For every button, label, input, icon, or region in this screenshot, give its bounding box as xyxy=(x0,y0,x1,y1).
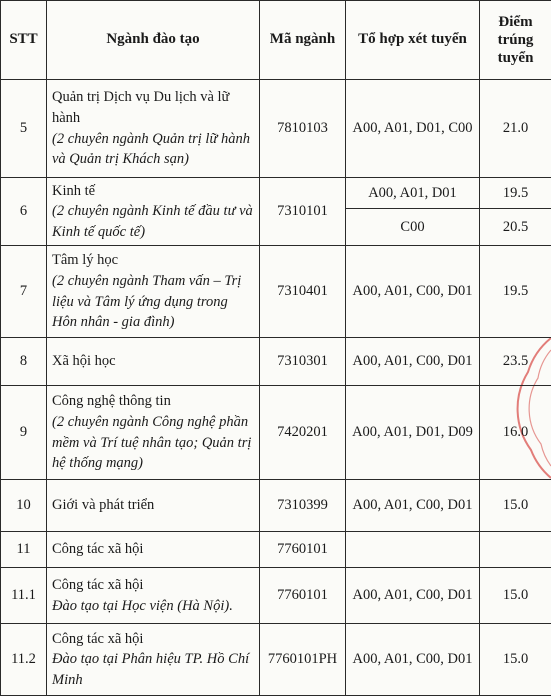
row-code: 7760101PH xyxy=(260,624,346,696)
row-stt: 6 xyxy=(1,178,47,246)
row-score: 15.0 xyxy=(480,480,551,532)
table-row xyxy=(1,80,551,178)
table-row xyxy=(1,178,551,209)
row-stt: 10 xyxy=(1,480,47,532)
row-major xyxy=(47,246,260,338)
row-combo: A00, A01, C00, D01 xyxy=(346,480,480,532)
row-combo: A00, A01, D01 xyxy=(346,178,480,209)
row-score: 23.5 xyxy=(480,338,551,386)
row-major xyxy=(47,624,260,696)
major-note: (2 chuyên ngành Quản trị lữ hành và Quản trị Khách sạn) xyxy=(52,129,255,170)
row-code: 7810103 xyxy=(260,80,346,178)
table-row xyxy=(1,246,551,338)
row-combo: A00, A01, C00, D01 xyxy=(346,338,480,386)
row-combo: A00, A01, C00, D01 xyxy=(346,246,480,338)
major-title: Công tác xã hội xyxy=(52,539,255,560)
major-title: Quản trị Dịch vụ Du lịch và lữ hành xyxy=(52,87,255,128)
header-stt: STT xyxy=(1,1,47,80)
row-code: 7760101 xyxy=(260,532,346,568)
row-code: 7760101 xyxy=(260,568,346,624)
row-code: 7310301 xyxy=(260,338,346,386)
row-major xyxy=(47,80,260,178)
row-major xyxy=(47,480,260,532)
table-row xyxy=(1,624,551,696)
header-major: Ngành đào tạo xyxy=(47,1,260,80)
row-score: 15.0 xyxy=(480,624,551,696)
major-note: Đào tạo tại Phân hiệu TP. Hồ Chí Minh xyxy=(52,649,255,690)
row-score xyxy=(480,532,551,568)
major-title: Công tác xã hội xyxy=(52,629,255,650)
row-stt: 8 xyxy=(1,338,47,386)
header-score xyxy=(480,1,551,80)
header-score-line-2: trúng xyxy=(498,32,534,48)
row-stt: 7 xyxy=(1,246,47,338)
major-title: Xã hội học xyxy=(52,351,255,372)
table-row xyxy=(1,386,551,480)
row-stt: 11 xyxy=(1,532,47,568)
table-row xyxy=(1,532,551,568)
header-combo: Tổ hợp xét tuyển xyxy=(346,1,480,80)
row-code: 7310101 xyxy=(260,178,346,246)
row-stt: 5 xyxy=(1,80,47,178)
row-combo: A00, A01, D01, D09 xyxy=(346,386,480,480)
row-major xyxy=(47,532,260,568)
row-combo: A00, A01, C00, D01 xyxy=(346,568,480,624)
header-score-line-3: tuyển xyxy=(498,50,534,66)
major-title: Tâm lý học xyxy=(52,250,255,271)
header-code: Mã ngành xyxy=(260,1,346,80)
row-score: 15.0 xyxy=(480,568,551,624)
row-combo: C00 xyxy=(346,209,480,246)
major-note: (2 chuyên ngành Tham vấn – Trị liệu và Tâm lý ứng dụng trong Hôn nhân - gia đình) xyxy=(52,271,255,333)
major-note: Đào tạo tại Học viện (Hà Nội). xyxy=(52,596,255,617)
row-stt: 11.1 xyxy=(1,568,47,624)
row-code: 7420201 xyxy=(260,386,346,480)
major-title: Công nghệ thông tin xyxy=(52,391,255,412)
row-major xyxy=(47,568,260,624)
row-combo: A00, A01, C00, D01 xyxy=(346,624,480,696)
major-title: Giới và phát triển xyxy=(52,495,255,516)
row-score: 21.0 xyxy=(480,80,551,178)
major-note: (2 chuyên ngành Kinh tế đầu tư và Kinh tế quốc tế) xyxy=(52,201,255,242)
table-header-row xyxy=(1,1,551,80)
row-major xyxy=(47,386,260,480)
major-title: Kinh tế xyxy=(52,181,255,202)
row-code: 7310401 xyxy=(260,246,346,338)
row-score: 19.5 xyxy=(480,178,551,209)
row-score: 19.5 xyxy=(480,246,551,338)
table-row xyxy=(1,338,551,386)
table-row xyxy=(1,480,551,532)
row-stt: 9 xyxy=(1,386,47,480)
table-row xyxy=(1,568,551,624)
major-title: Công tác xã hội xyxy=(52,575,255,596)
row-stt: 11.2 xyxy=(1,624,47,696)
row-score: 16.0 xyxy=(480,386,551,480)
row-score: 20.5 xyxy=(480,209,551,246)
major-note: (2 chuyên ngành Công nghệ phần mềm và Trí tuệ nhân tạo; Quản trị hệ thống mạng) xyxy=(52,412,255,474)
row-combo: A00, A01, D01, C00 xyxy=(346,80,480,178)
row-major xyxy=(47,338,260,386)
row-major xyxy=(47,178,260,246)
row-combo xyxy=(346,532,480,568)
header-score-line-1: Điểm xyxy=(498,14,532,30)
row-code: 7310399 xyxy=(260,480,346,532)
